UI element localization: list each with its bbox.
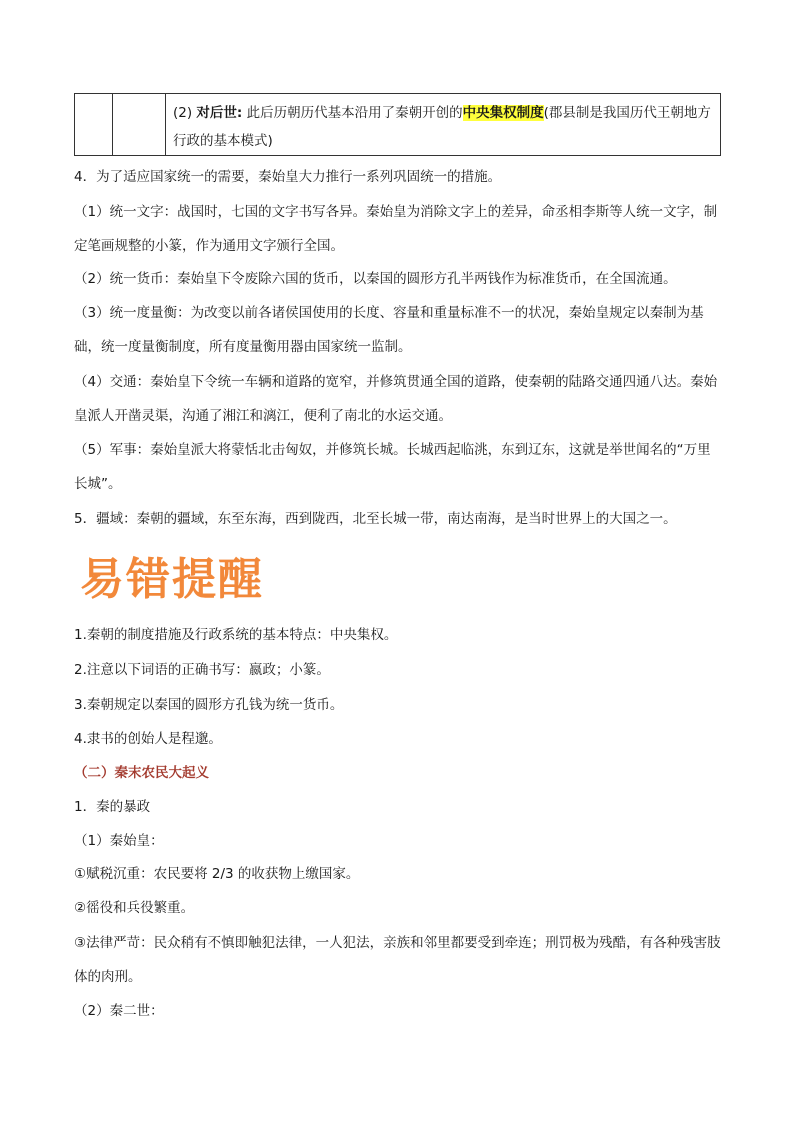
section-heading: （二）秦末农民大起义 [74, 765, 209, 781]
tyranny-labor: ②徭役和兵役繁重。 [74, 900, 195, 916]
bold-label: 对后世: [196, 105, 243, 121]
tyranny-qin-ershi: （2）秦二世： [74, 1003, 164, 1019]
tip-4: 4.隶书的创始人是程邈。 [74, 731, 222, 747]
tyranny-heading: 1．秦的暴政 [74, 799, 151, 815]
paragraph-unify-script: （1）统一文字：战国时，七国的文字书写各异。秦始皇为消除文字上的差异，命丞相李斯等人统一文字，制定笔画规整的小篆，作为通用文字颁行全国。 [74, 204, 718, 254]
table-cell-content [166, 94, 720, 155]
table-text-before: 此后历朝历代基本沿用了秦朝开创的 [242, 105, 463, 121]
tyranny-laws: ③法律严苛：民众稍有不慎即触犯法律，一人犯法，亲族和邻里都要受到牵连；刑罚极为残酷，有各种残害肢体的肉刑。 [74, 935, 721, 985]
tyranny-qin-shihuang: （1）秦始皇： [74, 833, 164, 849]
paragraph-military: （5）军事：秦始皇派大将蒙恬北击匈奴，并修筑长城。长城西起临洮，东到辽东，这就是举世闻名的“万里长城”。 [74, 442, 711, 492]
tyranny-taxes: ①赋税沉重：农民要将 2/3 的收获物上缴国家。 [74, 866, 360, 882]
highlighted-term: 中央集权制度 [462, 105, 544, 121]
paragraph-unify-measures: （3）统一度量衡：为改变以前各诸侯国使用的长度、容量和重量标准不一的状况，秦始皇规定以秦制为基础，统一度量衡制度，所有度量衡用器由国家统一监制。 [74, 305, 704, 355]
item-number: (2) [173, 105, 193, 121]
table-text-after: (郡县制是我国历代王朝地方行政的基本模式) [173, 105, 711, 149]
tip-1: 1.秦朝的制度措施及行政系统的基本特点：中央集权。 [74, 627, 398, 643]
paragraph-territory: 5．疆域：秦朝的疆域，东至东海，西到陇西，北至长城一带，南达南海，是当时世界上的大国之一。 [74, 511, 677, 527]
banner-title: 易错提醒 [80, 554, 264, 605]
paragraph-unify-currency: （2）统一货币：秦始皇下令废除六国的货币，以秦国的圆形方孔半两钱作为标准货币，在全国流通。 [74, 271, 677, 287]
paragraph-transport: （4）交通：秦始皇下令统一车辆和道路的宽窄，并修筑贯通全国的道路，使秦朝的陆路交通四通八达。秦始皇派人开凿灵渠，沟通了湘江和漓江，便利了南北的水运交通。 [74, 374, 718, 424]
table-cell-empty-1 [75, 94, 113, 155]
table-cell-empty-2 [113, 94, 166, 155]
tip-3: 3.秦朝规定以秦国的圆形方孔钱为统一货币。 [74, 697, 344, 713]
summary-table [74, 93, 721, 156]
paragraph-measures-intro: 4．为了适应国家统一的需要，秦始皇大力推行一系列巩固统一的措施。 [74, 169, 502, 185]
tip-2: 2.注意以下词语的正确书写：嬴政；小篆。 [74, 662, 330, 678]
